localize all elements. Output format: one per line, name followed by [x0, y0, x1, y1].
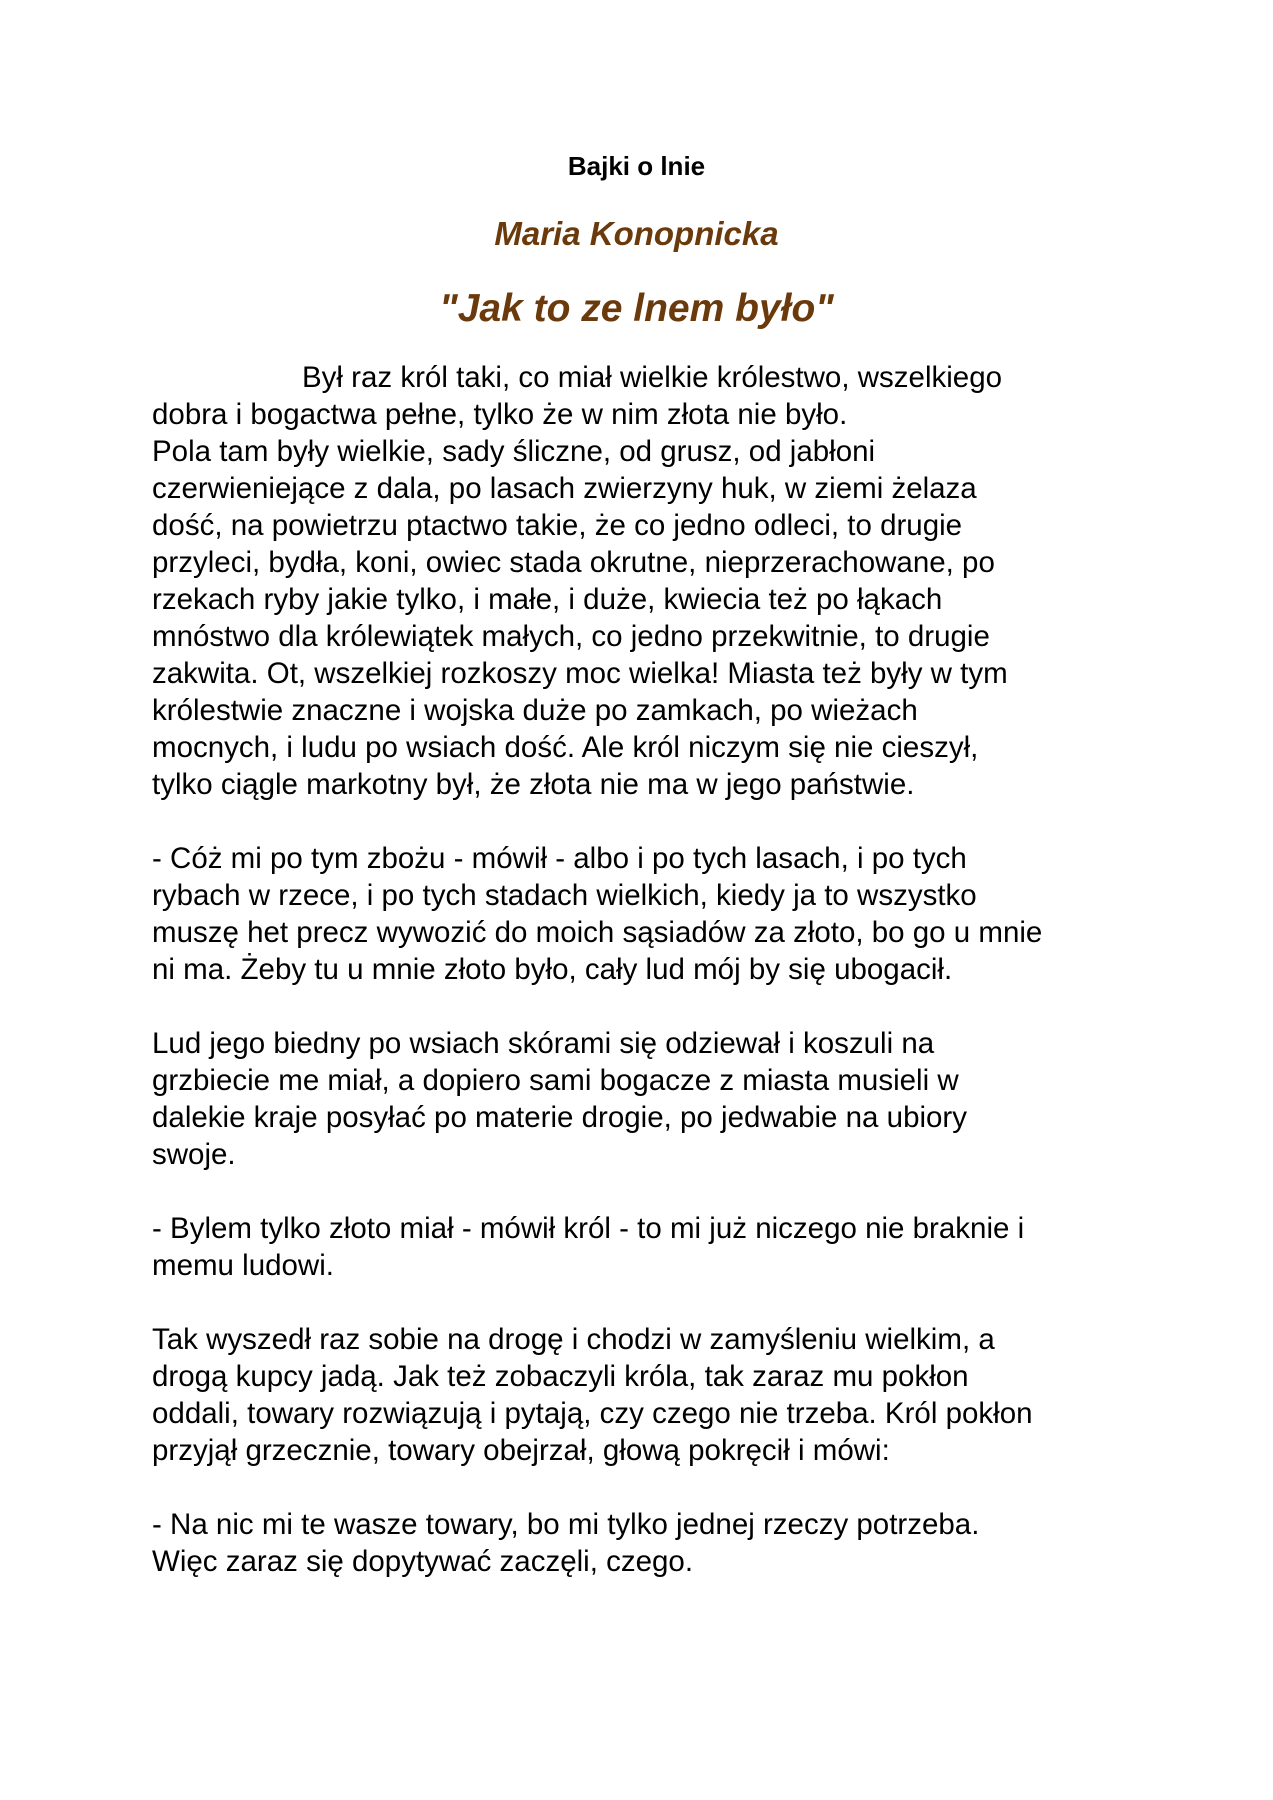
text-line: Był raz król taki, co miał wielkie królestwo, wszelkiego — [302, 361, 1003, 394]
paragraph-1 — [152, 359, 1152, 803]
text-line: dobra i bogactwa pełne, tylko że w nim złota nie było. — [152, 398, 848, 431]
text-line: - Na nic mi te wasze towary, bo mi tylko jednej rzeczy potrzeba. — [152, 1508, 980, 1541]
text-line: ni ma. Żeby tu u mnie złoto było, cały lud mój by się ubogacił. — [152, 953, 953, 986]
author-name: Maria Konopnicka — [494, 215, 779, 252]
text-line: Lud jego biedny po wsiach skórami się odziewał i koszuli na — [152, 1027, 935, 1060]
text-line: swoje. — [152, 1138, 236, 1171]
text-line: Więc zaraz się dopytywać zaczęli, czego. — [152, 1545, 694, 1578]
text-line: rybach w rzece, i po tych stadach wielkich, kiedy ja to wszystko — [152, 879, 977, 912]
text-line: królestwie znaczne i wojska duże po zamkach, po wieżach — [152, 694, 918, 727]
story-body — [152, 359, 1152, 1617]
text-line: Tak wyszedł raz sobie na drogę i chodzi w zamyśleniu wielkim, a — [152, 1323, 995, 1356]
paragraph-5 — [152, 1321, 1152, 1469]
text-line: muszę het precz wywozić do moich sąsiadów za złoto, bo go u mnie — [152, 916, 1043, 949]
text-line: przyjął grzecznie, towary obejrzał, głową pokręcił i mówi: — [152, 1434, 890, 1467]
text-line: zakwita. Ot, wszelkiej rozkoszy moc wielka! Miasta też były w tym — [152, 657, 1008, 690]
text-line: przyleci, bydła, koni, owiec stada okrutne, nieprzerachowane, po — [152, 546, 995, 579]
text-line: grzbiecie me miał, a dopiero sami bogacze z miasta musieli w — [152, 1064, 959, 1097]
text-line: drogą kupcy jadą. Jak też zobaczyli króla, tak zaraz mu pokłon — [152, 1360, 969, 1393]
story-title: "Jak to ze lnem było" — [439, 287, 834, 330]
paragraph-3 — [152, 1025, 1152, 1173]
paragraph-6 — [152, 1506, 1152, 1580]
text-line: oddali, towary rozwiązują i pytają, czy czego nie trzeba. Król pokłon — [152, 1397, 1033, 1430]
text-line: rzekach ryby jakie tylko, i małe, i duże, kwiecia też po łąkach — [152, 583, 943, 616]
text-line: - Bylem tylko złoto miał - mówił król - to mi już niczego nie braknie i — [152, 1212, 1025, 1245]
text-line: tylko ciągle markotny był, że złota nie ma w jego państwie. — [152, 768, 915, 801]
text-line: dalekie kraje posyłać po materie drogie, po jedwabie na ubiory — [152, 1101, 968, 1134]
series-title: Bajki o lnie — [567, 151, 706, 181]
text-line: - Cóż mi po tym zbożu - mówił - albo i po tych lasach, i po tych — [152, 842, 967, 875]
text-line: Pola tam były wielkie, sady śliczne, od grusz, od jabłoni — [152, 435, 876, 468]
text-line: mnóstwo dla królewiątek małych, co jedno przekwitnie, to drugie — [152, 620, 990, 653]
text-line: czerwieniejące z dala, po lasach zwierzyny huk, w ziemi żelaza — [152, 472, 977, 505]
text-line: dość, na powietrzu ptactwo takie, że co jedno odleci, to drugie — [152, 509, 963, 542]
paragraph-2 — [152, 840, 1152, 988]
text-line: mocnych, i ludu po wsiach dość. Ale król niczym się nie cieszył, — [152, 731, 979, 764]
paragraph-4 — [152, 1210, 1152, 1284]
text-line: memu ludowi. — [152, 1249, 334, 1282]
